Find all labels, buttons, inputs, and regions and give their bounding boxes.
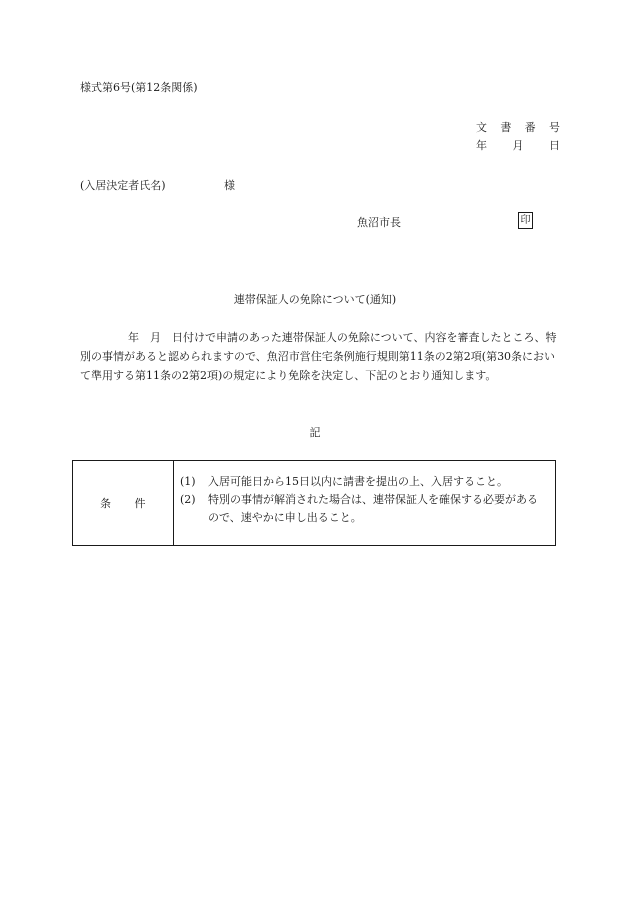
document-number-char: 文 xyxy=(476,121,487,134)
conditions-header-cell xyxy=(73,461,174,545)
document-title: 連帯保証人の免除について(通知) xyxy=(233,293,397,306)
date-year: 年 xyxy=(476,139,487,152)
conditions-table xyxy=(72,460,556,546)
date-day: 日 xyxy=(549,139,560,152)
condition-text: 入居可能日から15日以内に請書を提出の上、入居すること。 xyxy=(208,475,508,488)
condition-item xyxy=(180,491,547,527)
seal-stamp: 印 xyxy=(518,212,533,229)
form-number: 様式第6号(第12条関係) xyxy=(80,81,198,94)
date-month: 月 xyxy=(512,139,524,152)
document-number-char: 号 xyxy=(548,121,560,134)
body-text: 年 月 日付けで申請のあった連帯保証人の免除について、内容を審査したところ、特別の事情があると認められますので、魚沼市営住宅条例施行規則第11条の2第2項(第30条において準用する第11条の2第2項)の規定により免除を決定し、下記のとおり通知します。 xyxy=(80,331,557,382)
document-number-char: 番 xyxy=(524,121,536,134)
document-number-char: 書 xyxy=(500,121,512,134)
issuer-name: 魚沼市長 xyxy=(357,216,401,229)
document-number-label xyxy=(476,121,560,134)
addressee-label: (入居決定者氏名) xyxy=(80,179,166,192)
body-paragraph xyxy=(80,328,560,385)
condition-item xyxy=(180,473,547,491)
conditions-body-cell xyxy=(174,461,555,545)
date-line xyxy=(476,139,560,152)
condition-number: (2) xyxy=(180,493,196,506)
condition-number: (1) xyxy=(180,475,196,488)
ki-heading: 記 xyxy=(309,426,321,439)
conditions-header: 条 件 xyxy=(100,497,146,510)
addressee-honorific: 様 xyxy=(224,179,235,192)
condition-text: 特別の事情が解消された場合は、連帯保証人を確保する必要があるので、速やかに申し出ること。 xyxy=(208,493,538,524)
